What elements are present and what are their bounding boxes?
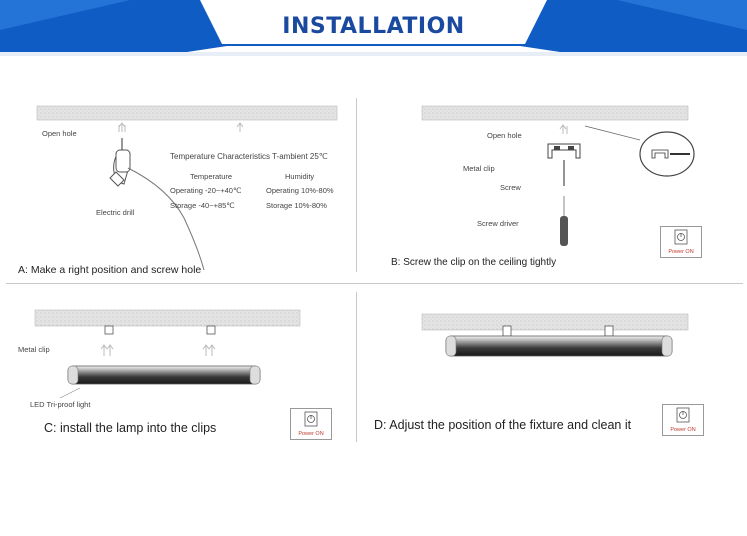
power-on-icon-b bbox=[660, 226, 702, 258]
label-screw-driver: Screw driver bbox=[477, 219, 519, 228]
caption-b: B: Screw the clip on the ceiling tightly bbox=[391, 257, 557, 268]
temp-row2-hum: Storage 10%-80% bbox=[266, 201, 327, 210]
panel-b-drawing bbox=[422, 106, 694, 246]
temp-row1-hum: Operating 10%-80% bbox=[266, 186, 334, 195]
label-screw: Screw bbox=[500, 183, 521, 192]
temp-row1-temp: Operating -20~+40℃ bbox=[170, 186, 242, 195]
temp-col-temperature: Temperature bbox=[190, 172, 233, 181]
power-on-label-b: Power ON bbox=[668, 249, 694, 255]
power-on-icon-c bbox=[290, 408, 332, 440]
page-title: INSTALLATION bbox=[282, 14, 465, 39]
caption-c: C: install the lamp into the clips bbox=[44, 421, 217, 435]
temp-row2-temp: Storage -40~+85℃ bbox=[170, 201, 235, 210]
label-open-hole-a: Open hole bbox=[42, 129, 77, 138]
caption-d: D: Adjust the position of the fixture and clean it bbox=[374, 418, 632, 432]
label-metal-clip-b: Metal clip bbox=[463, 164, 495, 173]
label-led-light: LED Tri-proof light bbox=[30, 400, 91, 409]
power-on-label-d: Power ON bbox=[670, 427, 696, 433]
label-open-hole-b: Open hole bbox=[487, 131, 522, 140]
power-on-label-c: Power ON bbox=[298, 431, 324, 437]
temp-col-humidity: Humidity bbox=[285, 172, 315, 181]
label-electric-drill: Electric drill bbox=[96, 208, 135, 217]
caption-a: A: Make a right position and screw hole bbox=[18, 264, 202, 276]
label-metal-clip-c: Metal clip bbox=[18, 345, 50, 354]
panel-c-drawing bbox=[35, 310, 300, 398]
power-on-icon-d bbox=[662, 404, 704, 436]
panel-d-drawing bbox=[422, 314, 688, 356]
temp-table-title: Temperature Characteristics T-ambient 25℃ bbox=[170, 152, 328, 161]
